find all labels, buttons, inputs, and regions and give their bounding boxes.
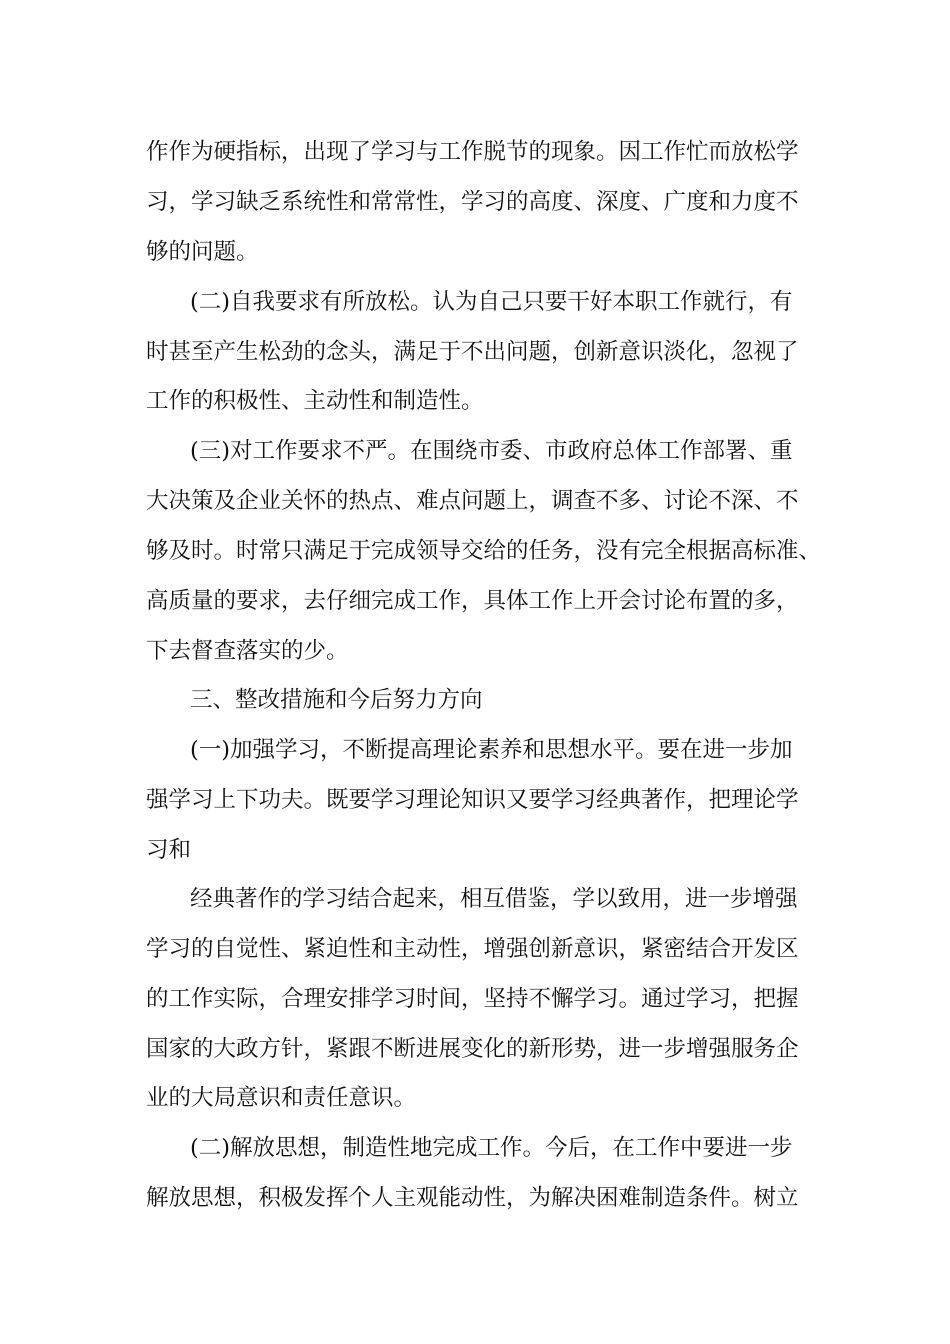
text-line: 够的问题。 — [146, 239, 259, 265]
text-line: 够及时。时常只满足于完成领导交给的任务，没有完全根据高标准、 — [146, 538, 822, 564]
text-line: 强学习上下功夫。既要学习理论知识又要学习经典著作，把理论学 — [146, 787, 799, 813]
paragraph-start-line: (三)对工作要求不严。在围绕市委、市政府总体工作部署、重 — [190, 438, 793, 464]
text-line: 时甚至产生松劲的念头，满足于不出问题，创新意识淡化，忽视了 — [146, 339, 799, 365]
paragraph-start-line: (二)解放思想，制造性地完成工作。今后，在工作中要进一步 — [190, 1135, 793, 1161]
text-line: 大决策及企业关怀的热点、难点问题上，调查不多、讨论不深、不 — [146, 488, 799, 514]
paragraph-start-line: 经典著作的学习结合起来，相互借鉴，学以致用，进一步增强 — [190, 886, 798, 912]
text-line: 习，学习缺乏系统性和常常性，学习的高度、深度、广度和力度不 — [146, 189, 799, 215]
text-line: 作作为硬指标，出现了学习与工作脱节的现象。因工作忙而放松学 — [146, 139, 799, 165]
text-line: 高质量的要求，去仔细完成工作，具体工作上开会讨论布置的多， — [146, 588, 799, 614]
text-line: 习和 — [146, 837, 192, 863]
paragraph-start-line: (一)加强学习，不断提高理论素养和思想水平。要在进一步加 — [190, 737, 793, 763]
text-line: 学习的自觉性、紧迫性和主动性，增强创新意识，紧密结合开发区 — [146, 936, 799, 962]
section-heading: 三、整改措施和今后努力方向 — [190, 687, 483, 713]
text-line: 业的大局意识和责任意识。 — [146, 1085, 417, 1111]
text-line: 下去督查落实的少。 — [146, 638, 349, 664]
paragraph-start-line: (二)自我要求有所放松。认为自己只要干好本职工作就行，有 — [190, 289, 793, 315]
text-line: 的工作实际，合理安排学习时间，坚持不懈学习。通过学习，把握 — [146, 986, 799, 1012]
text-line: 工作的积极性、主动性和制造性。 — [146, 388, 484, 414]
text-line: 国家的大政方针，紧跟不断进展变化的新形势，进一步增强服务企 — [146, 1036, 799, 1062]
text-line: 解放思想，积极发挥个人主观能动性，为解决困难制造条件。树立 — [146, 1185, 799, 1211]
